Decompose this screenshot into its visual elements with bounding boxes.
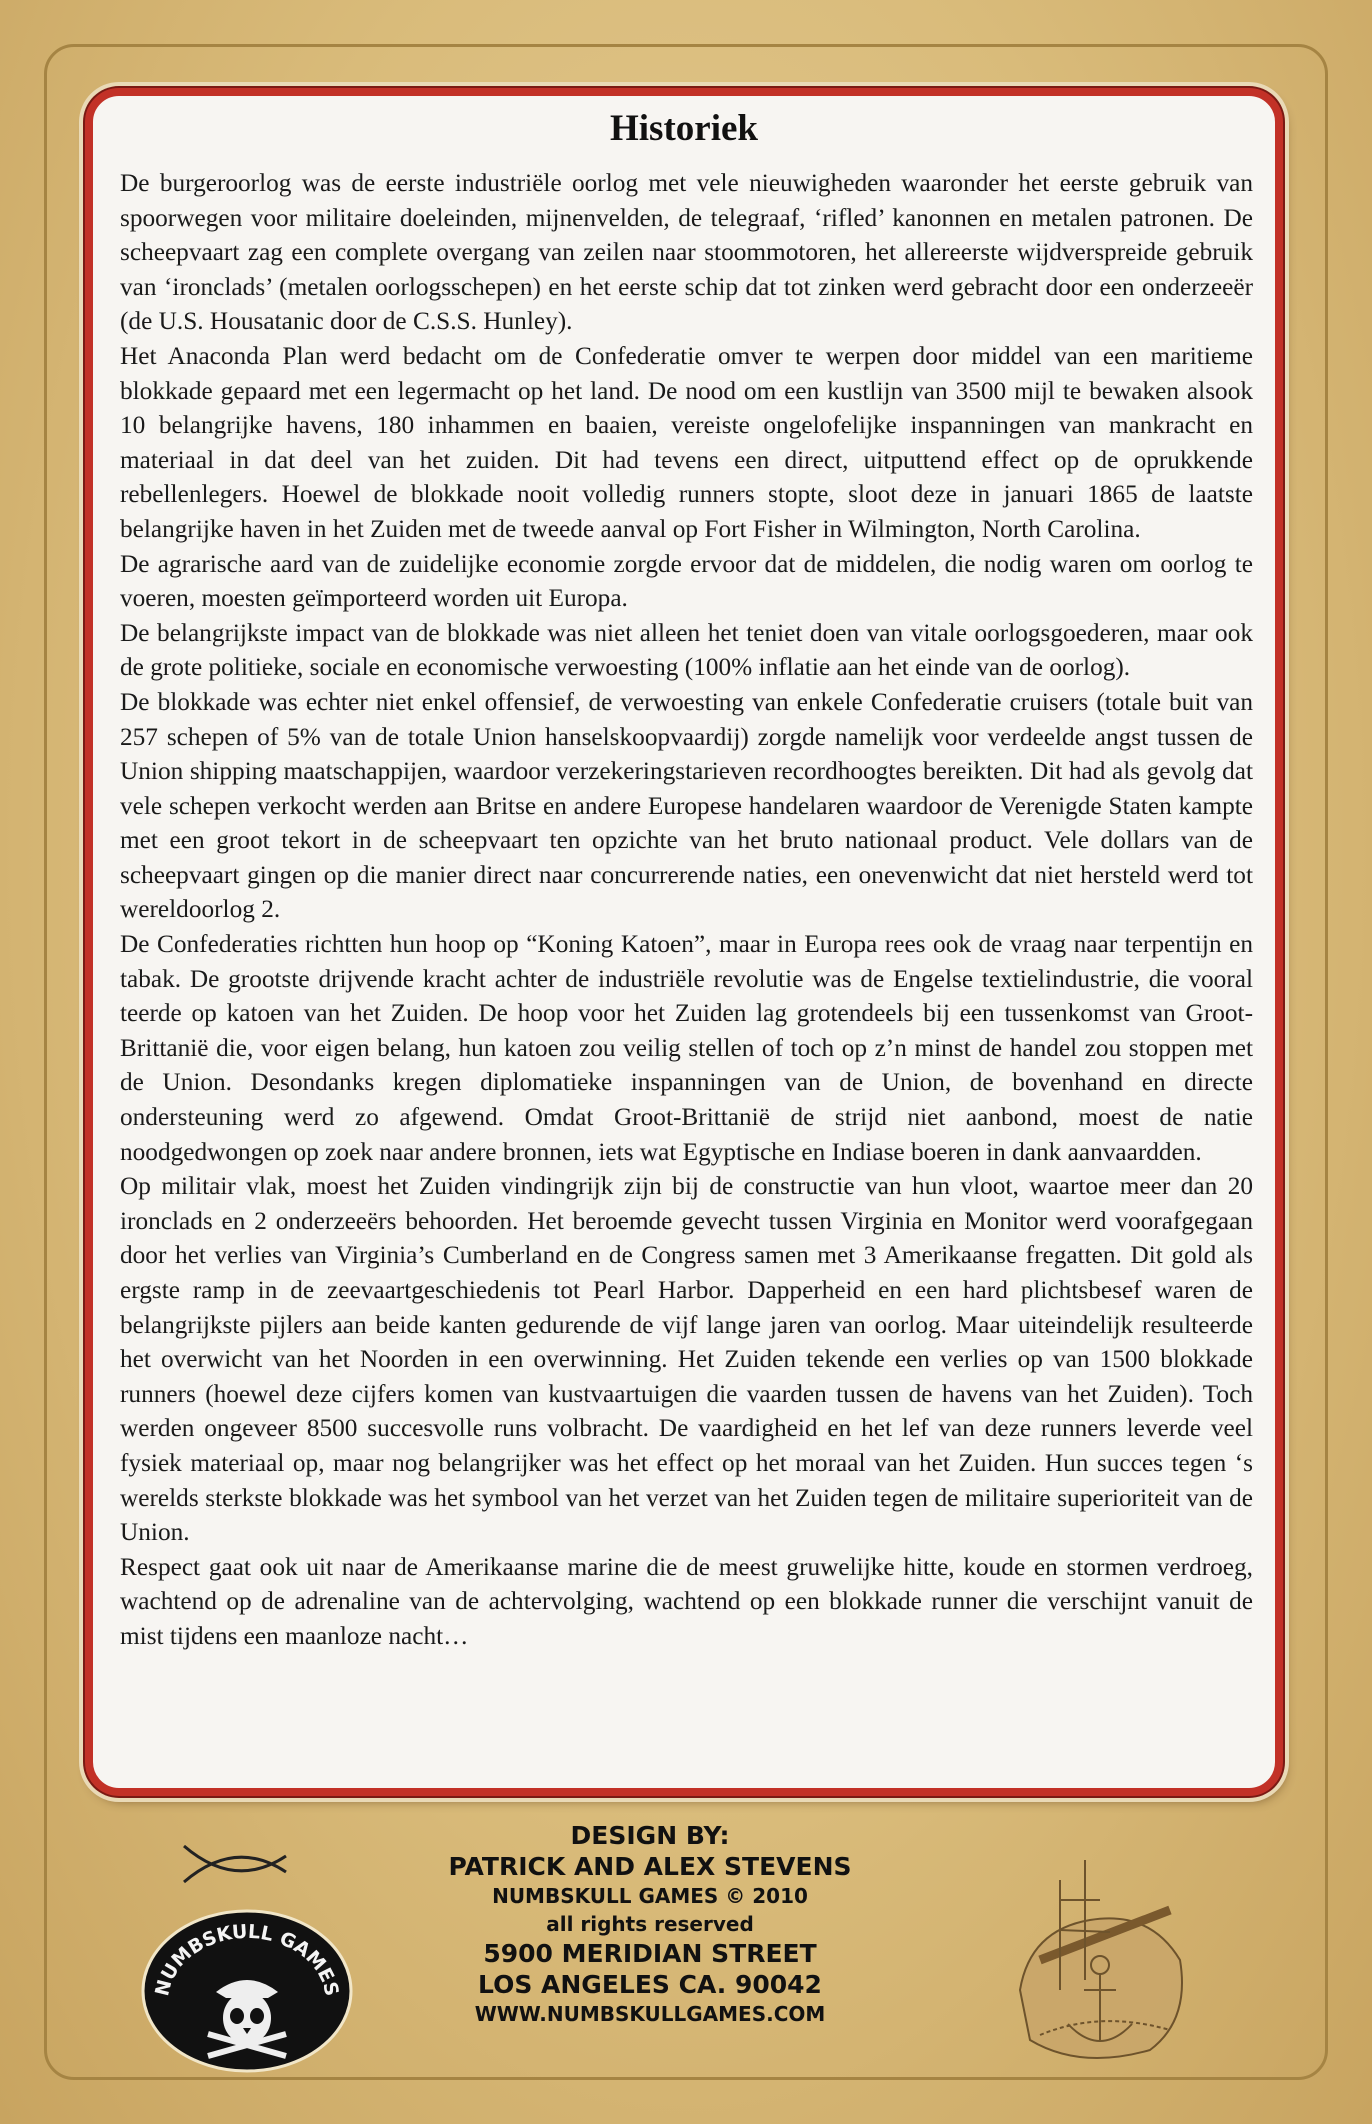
paragraph: De agrarische aard van de zuidelijke economie zorgde ervoor dat de middelen, die nodig waren om oorlog te voeren, moesten geïmporteerd worden uit Europa. [120, 549, 1253, 613]
history-panel [85, 88, 1283, 1796]
street-address: 5900 MERIDIAN STREET [483, 1939, 817, 1968]
designers-name: PATRICK AND ALEX STEVENS [448, 1852, 852, 1881]
rights-notice: all rights reserved [546, 1912, 754, 1936]
page-title: Historiek [610, 108, 758, 149]
paragraph: De belangrijkste impact van de blokkade was niet alleen het teniet doen van vitale oorlogsgoederen, maar ook de grote politieke, sociale en economische verwoesting (100% inflatie aan het einde van de oorlog). [120, 618, 1253, 682]
numbskull-logo [138, 1906, 356, 2076]
paragraph: De Confederaties richtten hun hoop op “Koning Katoen”, maar in Europa rees ook de vraag naar terpentijn en tabak. De grootste drijvende kracht achter de industriële revolutie was de Engelse textielindustrie, die vooral teerde op katoen van het Zuiden. De hoop voor het Zuiden lag grotendeels bij een tussenkomst van Groot-Brittanië die, voor eigen belang, hun katoen zou veilig stellen of toch op z’n minst de handel zou stoppen met de Union. Desondanks kregen diplomatieke inspanningen van de Union, de bovenhand en directe ondersteuning werd zo afgewend. Omdat Groot-Brittanië de strijd niet aanbond, moest de natie noodgedwongen op zoek naar andere bronnen, iets wat Egyptische en Indiase boeren in dank aanvaardden. [120, 930, 1253, 1166]
website-link[interactable]: WWW.NUMBSKULLGAMES.COM [474, 2002, 826, 2026]
fish-icon [180, 1842, 290, 1886]
paragraph: De burgeroorlog was de eerste industriële oorlog met vele nieuwigheden waaronder het eerste gebruik van spoorwegen voor militaire doeleinden, mijnenvelden, de telegraaf, ‘rifled’ kanonnen en metalen patronen. De scheepvaart zag een complete overgang van zeilen naar stoommotoren, het allereerste wijdverspreide gebruik van ‘ironclads’ (metalen oorlogsschepen) en het eerste schip dat tot zinken werd gebracht door een onderzeeër (de U.S. Housatanic door de C.S.S. Hunley). [120, 169, 1253, 336]
credits-block [400, 1820, 900, 2028]
paragraph: Op militair vlak, moest het Zuiden vindingrijk zijn bij de constructie van hun vloot, waartoe meer dan 20 ironclads en 2 onderzeeërs behoorden. Het beroemde gevecht tussen Virginia en Monitor werd voorafgegaan door het verlies van Virginia’s Cumberland en de Congress samen met 3 Amerikaanse fregatten. Dit gold als ergste ramp in de zeevaartgeschiedenis tot Pearl Harbor. Dapperheid en een hard plichtsbesef waren de belangrijkste pijlers aan beide kanten gedurende de vijf lange jaren van oorlog. Maar uiteindelijk resulteerde het overwicht van het Noorden in een overwinning. Het Zuiden tekende een verlies op van 1500 blokkade runners (hoewel deze cijfers komen van kustvaartuigen die vaarden tussen de havens van het Zuiden). Toch werden ongeveer 8500 succesvolle runs volbracht. De vaardigheid en het lef van deze runners leverde veel fysiek materiaal op, maar nog belangrijker was het effect op het moraal van het Zuiden. Hun succes tegen ‘s werelds sterkste blokkade was het symbool van het verzet van het Zuiden tegen de militaire superioriteit van de Union. [120, 1172, 1253, 1547]
paragraph: Het Anaconda Plan werd bedacht om de Confederatie omver te werpen door middel van een maritieme blokkade gepaard met een legermacht op het land. De nood om een kustlijn van 3500 mijl te bewaken alsook 10 belangrijke havens, 180 inhammen en baaien, vereiste ongelofelijke inspanningen van mankracht en materiaal in dat deel van het zuiden. Dit had tevens een direct, uitputtend effect op de oprukkende rebellenlegers. Hoewel de blokkade nooit volledig runners stopte, sloot deze in januari 1865 de laatste belangrijke haven in het Zuiden met de tweede aanval op Fort Fisher in Wilmington, North Carolina. [120, 341, 1253, 543]
svg-text:NUMBSKULL GAMES: NUMBSKULL GAMES [151, 1920, 343, 1999]
history-text [120, 166, 1253, 1654]
design-by-label: DESIGN BY: [570, 1821, 730, 1850]
paragraph: Respect gaat ook uit naar de Amerikaanse marine die de meest gruwelijke hitte, koude en stormen verdroeg, wachtend op de adrenaline van de achtervolging, wachtend op een blokkade runner die verschijnt vanuit de mist tijdens een maanloze nacht… [120, 1552, 1253, 1650]
city-address: LOS ANGELES CA. 90042 [478, 1970, 822, 1999]
company-copyright: NUMBSKULL GAMES © 2010 [492, 1884, 808, 1908]
anchor-telescope-illustration [1000, 1840, 1210, 2070]
paragraph: De blokkade was echter niet enkel offensief, de verwoesting van enkele Confederatie cruisers (totale buit van 257 schepen of 5% van de totale Union hanselskoopvaardij) zorgde namelijk voor verdeelde angst tussen de Union shipping maatschappijen, waardoor verzekeringstarieven recordhoogtes bereikten. Dit had als gevolg dat vele schepen verkocht werden aan Britse en andere Europese handelaren waardoor de Verenigde Staten kampte met een groot tekort in de scheepvaart ten opzichte van het bruto nationaal product. Vele dollars van de scheepvaart gingen op die manier direct naar concurrerende naties, een onevenwicht dat niet hersteld werd tot wereldoorlog 2. [120, 687, 1253, 924]
